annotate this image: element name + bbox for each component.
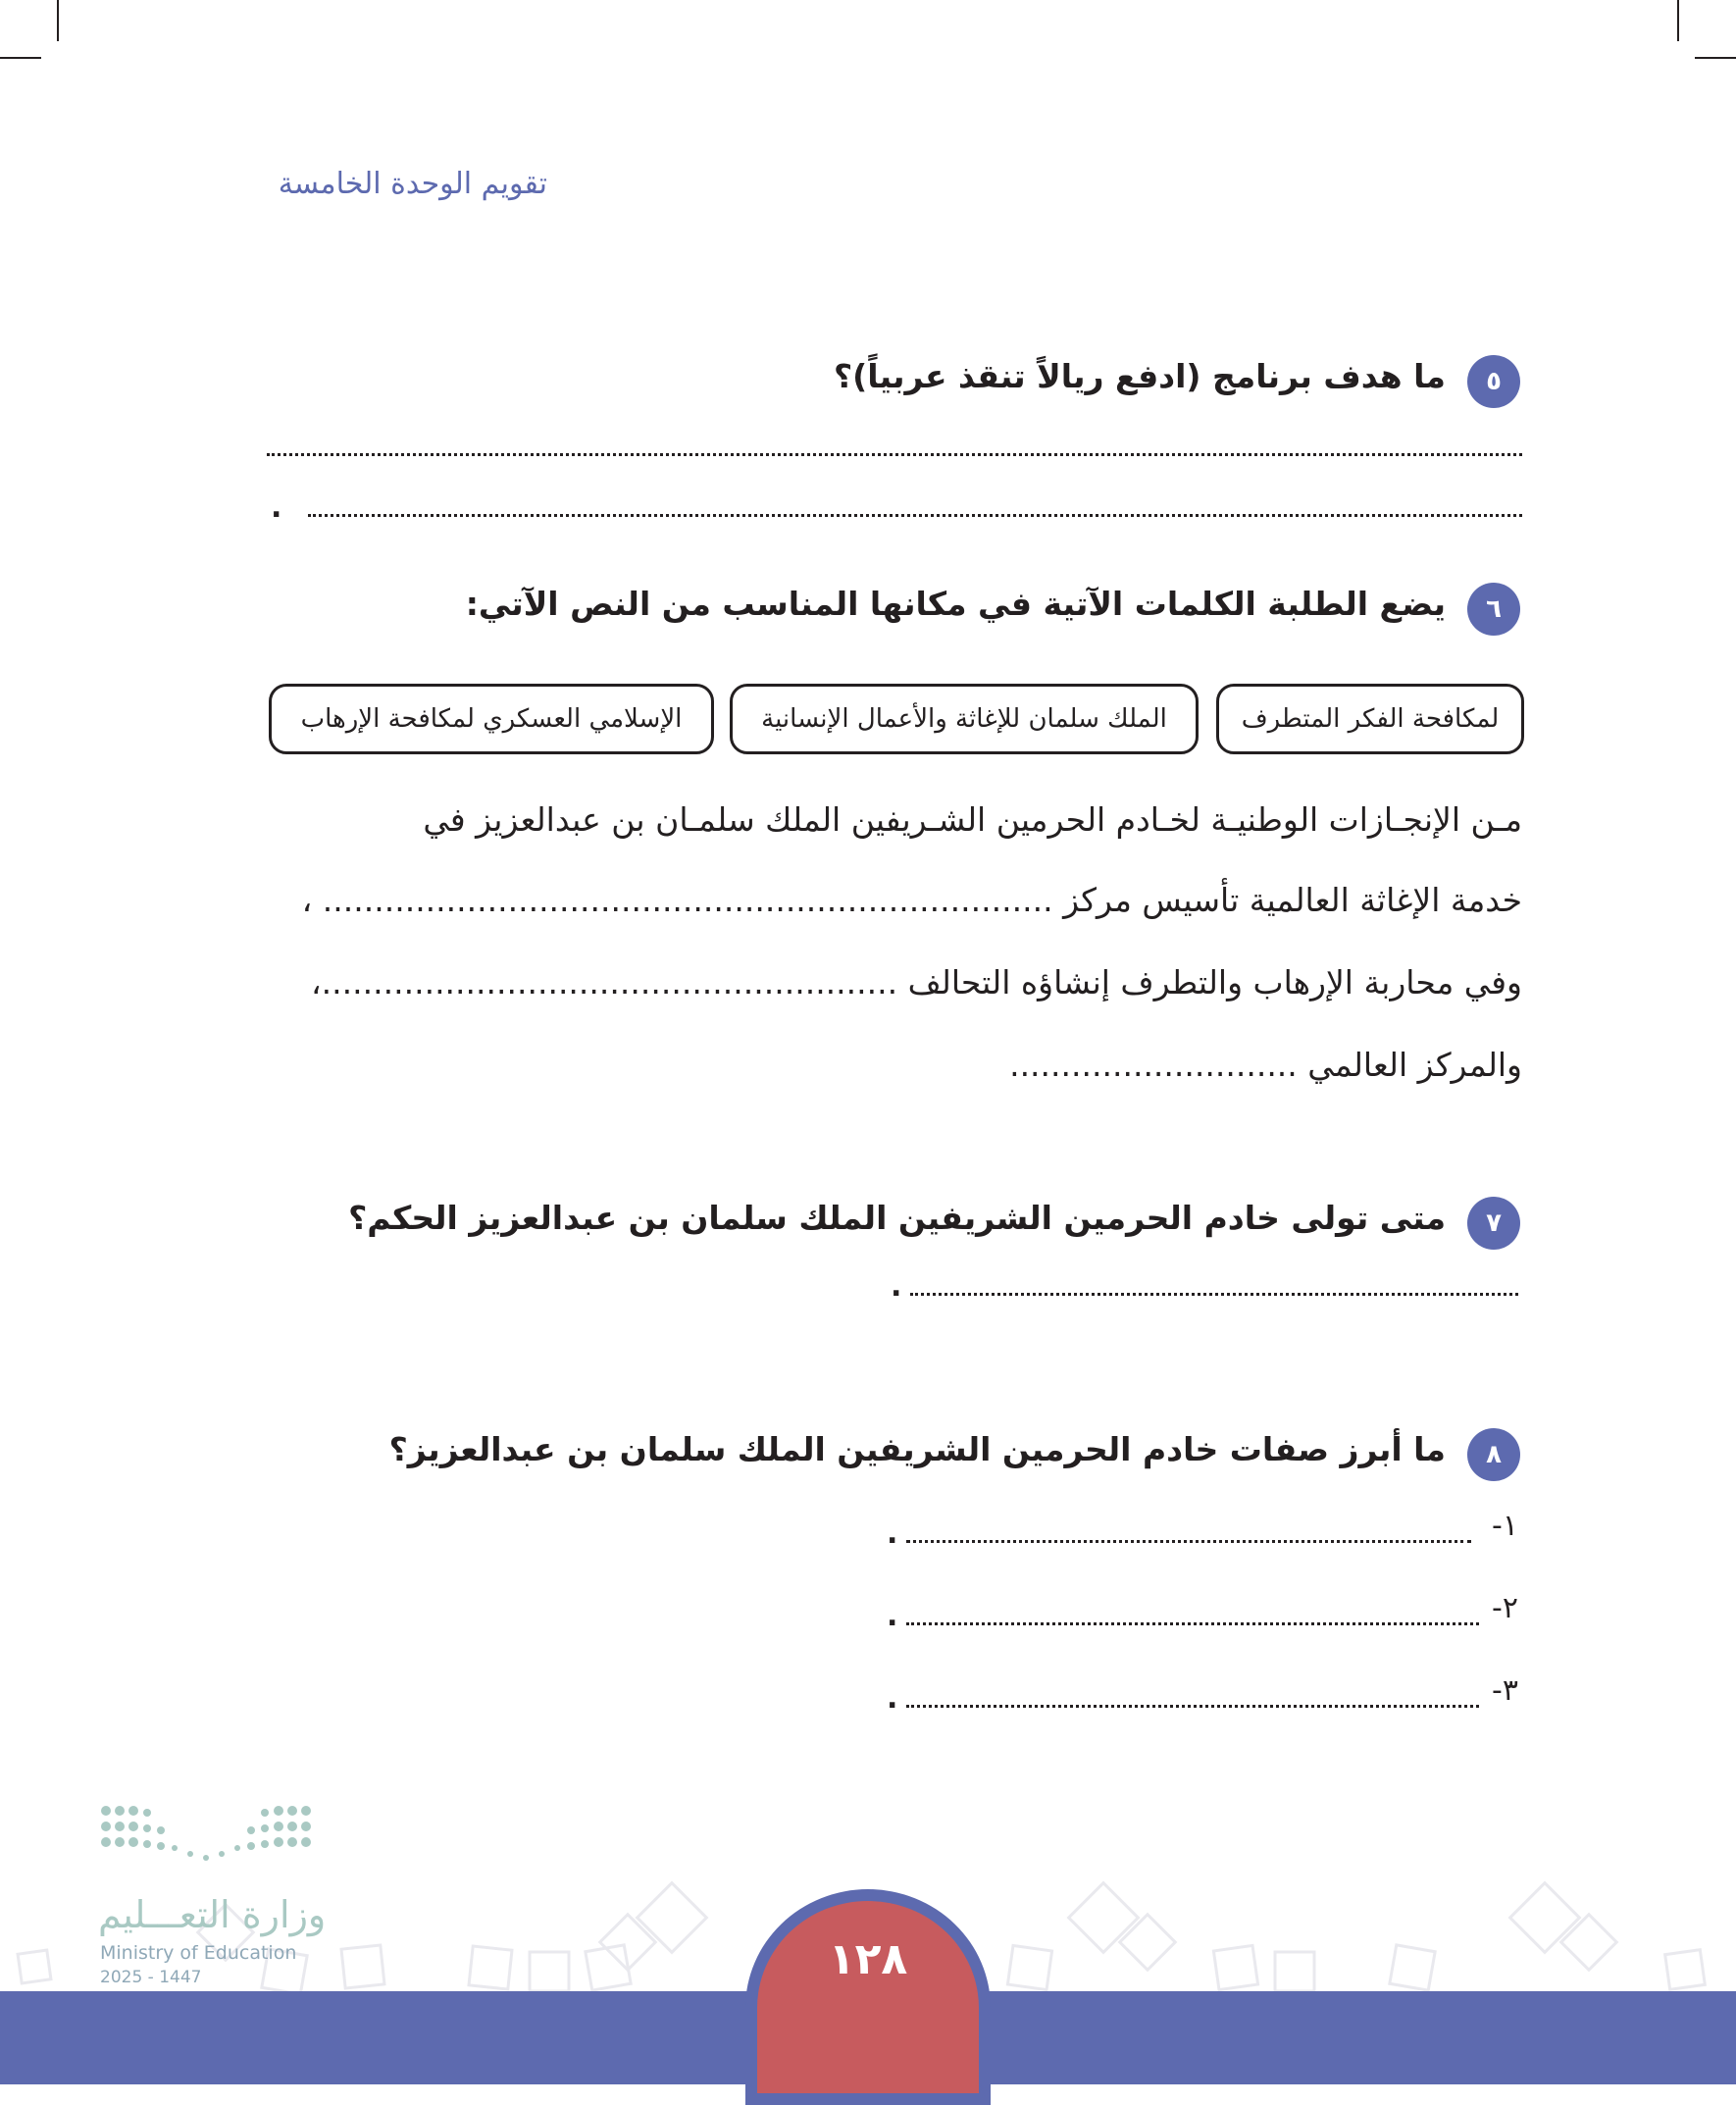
word-box[interactable]: الملك سلمان للإغاثة والأعمال الإنسانية xyxy=(730,684,1199,754)
answer-line[interactable] xyxy=(906,1540,1471,1543)
answer-line[interactable] xyxy=(906,1622,1479,1625)
question-6 xyxy=(466,577,1520,630)
list-item xyxy=(1492,1509,1518,1543)
answer-line[interactable] xyxy=(910,1293,1518,1296)
paragraph-line: مـن الإنجـازات الوطنيـة لخـادم الحرمين الشـريفين الملك سلمـان بن عبدالعزيز في xyxy=(423,800,1522,839)
question-5 xyxy=(834,349,1520,402)
fill-blank[interactable]: ...........................‌. xyxy=(1009,1046,1298,1084)
list-number: ١- xyxy=(1492,1509,1518,1543)
question-8 xyxy=(389,1422,1520,1475)
paragraph-line xyxy=(311,963,1522,1001)
list-number: ٣- xyxy=(1492,1673,1518,1708)
question-number-badge: ٦ xyxy=(1467,583,1520,636)
list-number: ٢- xyxy=(1492,1591,1518,1625)
full-stop: . xyxy=(271,490,282,525)
paragraph-text: خدمة الإغاثة العالمية تأسيس مركز xyxy=(1063,881,1522,919)
answer-line[interactable] xyxy=(906,1705,1479,1708)
question-number-badge: ٥ xyxy=(1467,355,1520,408)
full-stop: . xyxy=(887,1599,898,1633)
fill-blank[interactable]: ........................................................، xyxy=(311,963,898,1001)
crop-mark xyxy=(1677,0,1679,41)
crop-mark xyxy=(1695,57,1736,59)
question-7 xyxy=(348,1191,1520,1244)
paragraph-line xyxy=(1009,1046,1522,1084)
question-number-badge: ٧ xyxy=(1467,1197,1520,1250)
answer-line[interactable] xyxy=(308,514,1522,517)
list-item xyxy=(1492,1591,1518,1625)
full-stop: . xyxy=(891,1269,902,1304)
fill-blank[interactable]: ....................................................................... ، xyxy=(301,881,1053,919)
question-text: متى تولى خادم الحرمين الشريفين الملك سلمان بن عبدالعزيز الحكم؟ xyxy=(348,1198,1446,1237)
question-number-badge: ٨ xyxy=(1467,1428,1520,1481)
question-text: ما أبرز صفات خادم الحرمين الشريفين الملك سلمان بن عبدالعزيز؟ xyxy=(388,1429,1446,1468)
answer-line[interactable] xyxy=(267,453,1522,456)
paragraph-line xyxy=(302,881,1522,919)
paragraph-text: وفي محاربة الإرهاب والتطرف إنشاؤه التحالف xyxy=(907,963,1522,1001)
page-number-text: ١٢٨ xyxy=(828,1934,908,1984)
list-item xyxy=(1492,1673,1518,1708)
full-stop: . xyxy=(887,1681,898,1716)
full-stop: . xyxy=(887,1516,898,1551)
question-text: يضع الطلبة الكلمات الآتية في مكانها المناسب من النص الآتي: xyxy=(465,584,1446,623)
ministry-logo-icon xyxy=(98,1803,314,1881)
ministry-name-english: Ministry of Education xyxy=(100,1942,297,1964)
word-box[interactable]: لمكافحة الفكر المتطرف xyxy=(1216,684,1524,754)
word-box[interactable]: الإسلامي العسكري لمكافحة الإرهاب xyxy=(269,684,714,754)
ministry-name-arabic: وزارة التعـــليم xyxy=(98,1893,327,1936)
paragraph-text: والمركز العالمي xyxy=(1307,1046,1522,1084)
ministry-year: 2025 - 1447 xyxy=(100,1968,202,1987)
unit-title: تقويم الوحدة الخامسة xyxy=(278,167,547,201)
crop-mark xyxy=(57,0,59,41)
crop-mark xyxy=(0,57,41,59)
question-text: ما هدف برنامج (ادفع ريالاً تنقذ عربياً)؟ xyxy=(833,356,1446,395)
